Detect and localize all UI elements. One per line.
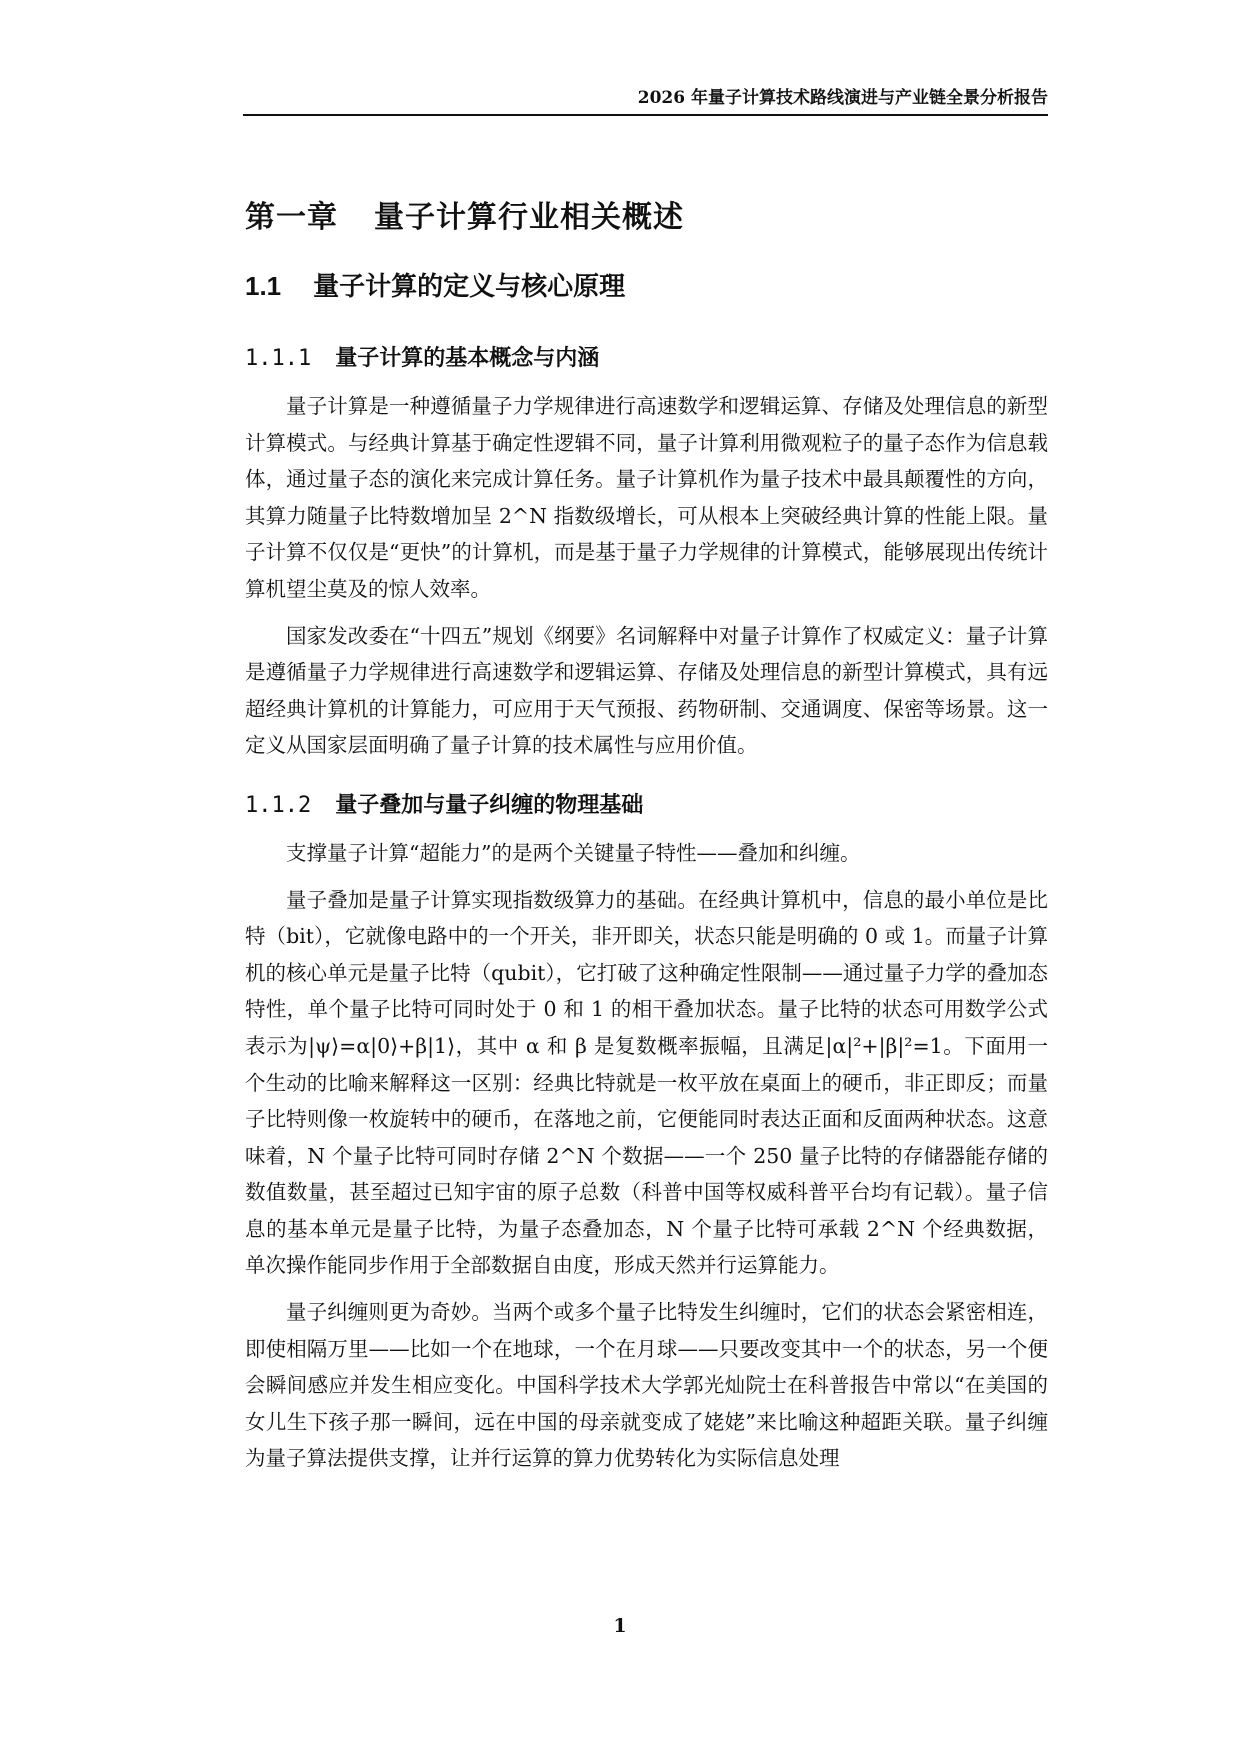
running-header: 2026 年量子计算技术路线演进与产业链全景分析报告	[637, 88, 1048, 108]
body-paragraph: 量子计算是一种遵循量子力学规律进行高速数学和逻辑运算、存储及处理信息的新型计算模式。与经典计算基于确定性逻辑不同，量子计算利用微观粒子的量子态作为信息载体，通过量子态的演化来完成计算任务。量子计算机作为量子技术中最具颠覆性的方向，其算力随量子比特数增加呈 2^N 指数级增长，可从根本上突破经典计算的性能上限。量子计算不仅仅是“更快”的计算机，而是基于量子力学规律的计算模式，能够展现出传统计算机望尘莫及的惊人效率。	[245, 394, 1048, 601]
body-paragraph: 国家发改委在“十四五”规划《纲要》名词解释中对量子计算作了权威定义：量子计算是遵循量子力学规律进行高速数学和逻辑运算、存储及处理信息的新型计算模式，具有远超经典计算机的计算能力，可应用于天气预报、药物研制、交通调度、保密等场景。这一定义从国家层面明确了量子计算的技术属性与应用价值。	[245, 623, 1048, 758]
subsection-number: 1.1.2	[245, 792, 312, 818]
chapter-number: 第一章	[245, 200, 338, 235]
page-number: 1	[613, 1615, 627, 1637]
chapter-title	[245, 190, 1048, 246]
page-content	[245, 190, 1048, 1487]
header-rule	[243, 114, 1048, 116]
subsection-title-text: 量子计算的基本概念与内涵	[335, 345, 600, 371]
subsection-title	[245, 335, 1048, 382]
body-paragraph: 支撑量子计算“超能力”的是两个关键量子特性——叠加和纠缠。	[286, 840, 861, 865]
subsection-title-text: 量子叠加与量子纠缠的物理基础	[335, 791, 644, 818]
section-title	[245, 260, 1048, 313]
chapter-title-text: 量子计算行业相关概述	[374, 200, 684, 235]
subsection-title	[245, 782, 1048, 829]
section-title-text: 量子计算的定义与核心原理	[313, 272, 626, 302]
section-number: 1.1	[245, 271, 282, 301]
subsection-number: 1.1.1	[245, 346, 312, 371]
body-paragraph: 量子叠加是量子计算实现指数级算力的基础。在经典计算机中，信息的最小单位是比特（bit），它就像电路中的一个开关，非开即关，状态只能是明确的 0 或 1。而量子计算机的核心单元是量子比特（qubit），它打破了这种确定性限制——通过量子力学的叠加态特性，单个量子比特可同时处于 0 和 1 的相干叠加状态。量子比特的状态可用数学公式表示为|ψ⟩=α|0⟩+β|1⟩，其中 α 和 β 是复数概率振幅，且满足|α|²+|β|²=1。下面用一个生动的比喻来解释这一区别：经典比特就是一枚平放在桌面上的硬币，非正即反；而量子比特则像一枚旋转中的硬币，在落地之前，它便能同时表达正面和反面两种状态。这意味着，N 个量子比特可同时存储 2^N 个数据——一个 250 量子比特的存储器能存储的数值数量，甚至超过已知宇宙的原子总数（科普中国等权威科普平台均有记载）。量子信息的基本单元是量子比特，为量子态叠加态，N 个量子比特可承载 2^N 个经典数据，单次操作能同步作用于全部数据自由度，形成天然并行运算能力。	[245, 887, 1048, 1278]
body-paragraph: 量子纠缠则更为奇妙。当两个或多个量子比特发生纠缠时，它们的状态会紧密相连，即使相隔万里——比如一个在地球，一个在月球——只要改变其中一个的状态，另一个便会瞬间感应并发生相应变化。中国科学技术大学郭光灿院士在科普报告中常以“在美国的女儿生下孩子那一瞬间，远在中国的母亲就变成了姥姥”来比喻这种超距关联。量子纠缠为量子算法提供支撑，让并行运算的算力优势转化为实际信息处理	[245, 1300, 1048, 1471]
